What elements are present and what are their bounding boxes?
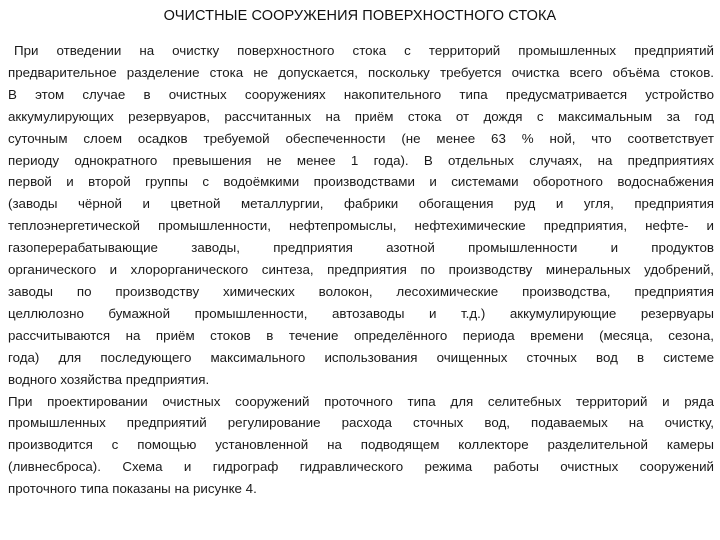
text-line: (ливнесброса). Схема и гидрограф гидравлического режима работы очистных сооружений	[8, 459, 714, 475]
text-line: газоперерабатывающие заводы, предприятия азотной промышленности и продуктов	[8, 240, 714, 256]
text-line: (заводы чёрной и цветной металлургии, фабрики обогащения руд и угля, предприятия	[8, 196, 714, 212]
page-title: ОЧИСТНЫЕ СООРУЖЕНИЯ ПОВЕРХНОСТНОГО СТОКА	[163, 8, 557, 24]
text-line: аккумулирующих резервуаров, рассчитанных на приём стока от дождя с максимальным за год	[8, 108, 714, 124]
text-line: рассчитываются на приём стоков в течение определённого периода времени (месяца, сезона,	[8, 327, 714, 343]
body-text	[8, 40, 714, 500]
text-line: органического и хлорорганического синтеза, предприятия по производству минеральных удобрений,	[8, 262, 714, 278]
text-line: проточного типа показаны на рисунке 4.	[8, 481, 257, 497]
text-line: года) для последующего максимального использования очищенных сточных вод в системе	[8, 349, 714, 365]
text-line: заводы по производству химических волокон, лесохимические производства, предприятия	[8, 283, 714, 299]
text-line: В этом случае в очистных сооружениях накопительного типа предусматривается устройство	[8, 86, 714, 102]
text-line: первой и второй группы с водоёмкими производствами и системами оборотного водоснабжения	[8, 174, 714, 190]
text-line: целлюлозно бумажной промышленности, автозаводы и т.д.) аккумулирующие резервуары	[8, 305, 714, 321]
text-line: При отведении на очистку поверхностного стока с территорий промышленных предприятий	[14, 43, 714, 58]
text-line: суточным слоем осадков требуемой обеспеченности (не менее 63 % ной, что соответствует	[8, 130, 714, 146]
text-line: производится с помощью установленной на подводящем коллекторе разделительной камеры	[8, 437, 714, 453]
text-line: При проектировании очистных сооружений проточного типа для селитебных территорий и ряда	[8, 393, 714, 409]
text-line: промышленных предприятий регулирование расхода сточных вод, подаваемых на очистку,	[8, 415, 714, 431]
text-line: предварительное разделение стока не допускается, поскольку требуется очистка всего объёма стоков.	[8, 64, 714, 80]
text-line: теплоэнергетической промышленности, нефтепромыслы, нефтехимические предприятия, нефте- и	[8, 218, 714, 234]
text-line: водного хозяйства предприятия.	[8, 371, 210, 387]
text-line: периоду однократного превышения не менее 1 года). В отдельных случаях, на предприятиях	[8, 152, 714, 168]
